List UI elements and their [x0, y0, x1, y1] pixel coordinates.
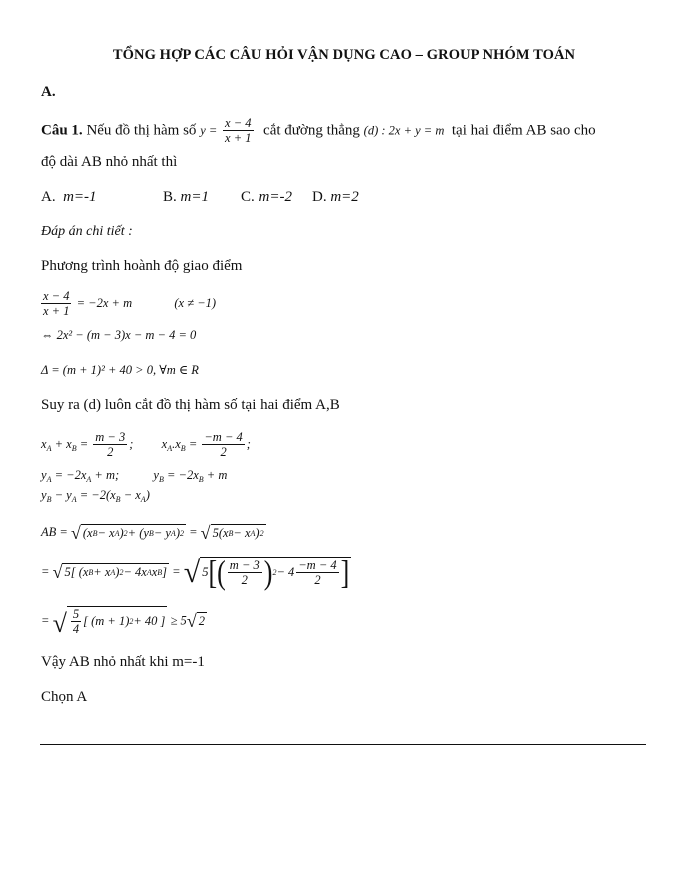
- question-text-mid: cắt đường thẳng: [263, 122, 360, 139]
- answer-heading: Đáp án chi tiết :: [41, 224, 133, 239]
- eq1-rhs: = −2x + m: [76, 295, 133, 310]
- option-c: C. m=-2: [241, 189, 292, 205]
- question-line-1: [41, 116, 596, 146]
- option-b: B. m=1: [163, 189, 209, 205]
- choice-text: Chọn A: [41, 689, 88, 705]
- eq1-fraction: [41, 289, 71, 319]
- equation-discriminant: Δ = (m + 1)² + 40 > 0, ∀m ∈ R: [41, 363, 199, 377]
- section-label: A.: [41, 84, 56, 100]
- conclusion-text: Vậy AB nhỏ nhất khi m=-1: [41, 654, 205, 670]
- equation-intersection: [41, 289, 216, 319]
- option-a: A. m=-1: [41, 189, 97, 205]
- question-text-after: tại hai điểm AB sao cho: [451, 122, 596, 139]
- bottom-divider: [40, 744, 646, 745]
- equation-ab-3: = √ $\frac{5}{4}$ [ (m + 1) 2 + 40 ] ≥ 5 √ 2: [41, 607, 205, 638]
- function-lhs: y =: [200, 123, 218, 138]
- question-label: Câu 1.: [41, 122, 83, 139]
- line-equation: (d) : 2x + y = m: [363, 123, 445, 138]
- option-d: D. m=2: [312, 189, 359, 205]
- eq1-denominator: x + 1: [43, 304, 70, 319]
- eq1-condition: (x ≠ −1): [174, 295, 217, 310]
- function-fraction: [223, 116, 253, 146]
- function-denominator: x + 1: [225, 131, 252, 146]
- document-title: TỔNG HỢP CÁC CÂU HỎI VẬN DỤNG CAO – GROUP NHÓM TOÁN: [112, 47, 576, 63]
- function-numerator: x − 4: [225, 116, 252, 130]
- step-intersection-text: Phương trình hoành độ giao điểm: [41, 258, 243, 274]
- step-conclusion-intersect: Suy ra (d) luôn cắt đồ thị hàm số tại hai điểm A,B: [41, 397, 340, 413]
- question-line-2: độ dài AB nhỏ nhất thì: [41, 154, 178, 170]
- question-text-before: Nếu đồ thị hàm số: [86, 122, 197, 139]
- equation-ab-1: AB = √ (x B − x A ) 2 + (y B − y A ) 2 = √ 5(x B − x A ) 2: [41, 523, 264, 543]
- equation-quadratic: ⇔ 2x² − (m − 3)x − m − 4 = 0: [41, 328, 197, 342]
- eq1-numerator: x − 4: [43, 289, 70, 303]
- equation-y-difference: $y_B - y_A = -2(x_B - x_A)$: [41, 488, 150, 504]
- equation-y-values: $y_A = -2x_A + m$; $y_B = -2x_B + m$: [41, 468, 228, 484]
- equation-ab-2: = √ 5[ (x B + x A ) 2 − 4x A x B ] = √ 5 [ ( $\frac{m - 3}{2}$ ) 2 − 4 $\frac{-m - 4}{2}$ ]: [41, 553, 350, 592]
- equation-vieta: $x_A + x_B$ = $\frac{m - 3}{2}$ ; $x_A.x_B$ = $\frac{-m - 4}{2}$ ;: [41, 430, 251, 460]
